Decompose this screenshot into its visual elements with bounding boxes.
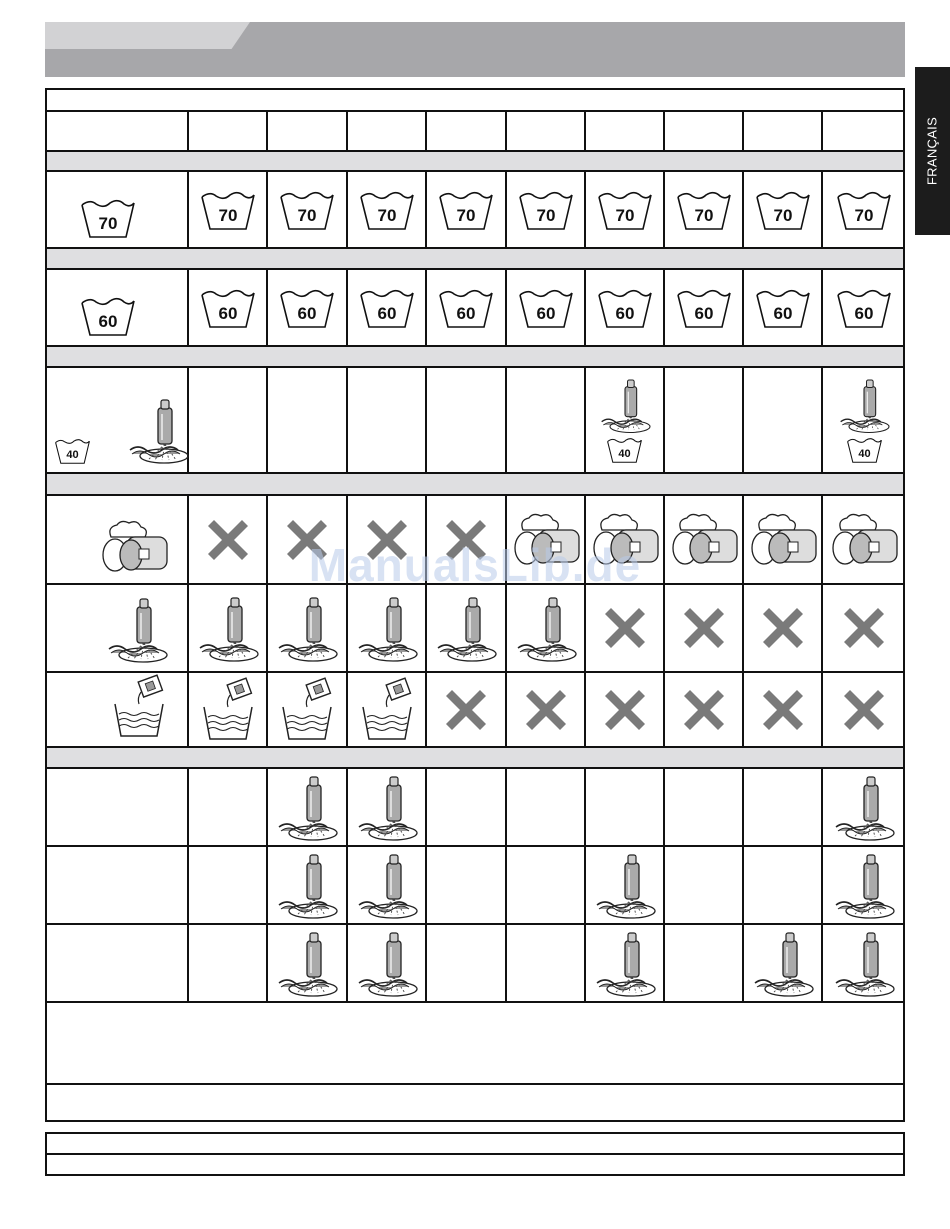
wash-tub-icon [516,285,576,331]
spray-can-icon [275,771,339,843]
table-rule [45,1001,905,1003]
wash-tub-icon [674,187,734,233]
table-cell [348,368,425,472]
svg-text:60: 60 [694,303,713,323]
cross-icon [202,514,254,566]
table-column-rule [821,110,823,150]
wash-tub-icon [834,187,894,233]
table-cell [348,585,425,671]
section-band [47,152,903,170]
table-cell [268,585,346,671]
table-column-rule [584,110,586,150]
table-column-rule [663,110,665,150]
table-cell [744,673,821,746]
table-rule [45,1083,905,1085]
svg-text:60: 60 [536,303,555,323]
svg-text:70: 70 [98,214,118,233]
table-rule [45,88,905,90]
table-rule [45,1153,905,1155]
svg-text:60: 60 [297,303,317,323]
table-rule [45,1132,905,1134]
section-band [47,249,903,268]
table-cell [665,496,742,583]
spray-can-icon [593,849,657,921]
wash-tub-icon [436,187,496,233]
row-label-extra-2 [47,847,187,923]
spray-can-icon [355,849,419,921]
watermark: ManualsLib.de [308,539,642,591]
language-tab-label: FRANÇAIS [924,116,940,186]
table-cell [268,172,346,247]
wash-tub-icon [516,187,576,233]
wash-tub-icon [436,285,496,331]
table-cell [348,769,425,845]
table-cell [665,769,742,845]
table-rule [45,247,905,249]
svg-text:60: 60 [773,303,792,323]
table-cell [665,585,742,671]
table-column-rule [903,1132,905,1176]
svg-text:70: 70 [218,205,237,225]
table-cell [427,925,505,1001]
wash-tub-icon [277,187,337,233]
table-cell [586,585,663,671]
row-label-extra-1 [47,769,187,845]
table-cell [507,847,584,923]
svg-text:70: 70 [536,205,555,225]
table-cell [268,673,346,746]
table-cell [268,847,346,923]
row-label-pour [47,673,187,746]
table-cell [823,925,905,1001]
table-cell [189,172,266,247]
table-cell [427,585,505,671]
table-cell [823,673,905,746]
table-cell [586,673,663,746]
cross-icon [520,684,572,736]
pour-detergent-icon [357,677,417,743]
cross-icon [757,684,809,736]
svg-text:70: 70 [854,205,874,225]
spray-can-icon [355,592,419,664]
table-rule [45,472,905,474]
spray-can-icon [275,849,339,921]
wash-tub-icon [753,187,813,233]
row-label-temp-70 [47,172,187,247]
tumble-dryer-icon [829,510,899,570]
table-cell [823,769,905,845]
table-rule [45,345,905,347]
table-rule [45,746,905,748]
wash-tub-spray-can-icon [53,394,190,466]
table-cell [268,270,346,345]
table-cell [189,585,266,671]
tumble-dryer-icon [99,517,169,577]
table-cell [507,368,584,472]
row-label-temp-40-spray [47,368,187,472]
spray-can-icon [355,771,419,843]
svg-text:70: 70 [773,205,792,225]
pour-detergent-icon [277,677,337,743]
table-cell [665,673,742,746]
table-cell [189,925,266,1001]
table-cell [507,769,584,845]
table-cell [823,270,905,345]
svg-text:70: 70 [694,205,713,225]
table-cell [744,847,821,923]
table-cell [507,925,584,1001]
table-cell [427,847,505,923]
table-column-rule [505,110,507,150]
table-cell [823,368,905,472]
table-cell [189,270,266,345]
table-cell [823,847,905,923]
cross-icon [838,602,890,654]
cross-icon [440,684,492,736]
table-cell [348,925,425,1001]
pour-detergent-icon [109,674,169,740]
svg-text:70: 70 [456,205,476,225]
svg-text:60: 60 [456,303,476,323]
svg-text:60: 60 [218,303,237,323]
table-cell [427,673,505,746]
row-label-extra-3 [47,925,187,1001]
cross-icon [599,602,651,654]
svg-text:40: 40 [66,449,79,462]
table-column-rule [742,110,744,150]
table-cell [189,673,266,746]
pour-detergent-icon [198,677,258,743]
table-column-rule [425,110,427,150]
table-cell [348,673,425,746]
table-cell [586,847,663,923]
table-cell [507,270,584,345]
wash-tub-icon [78,195,138,241]
table-cell [744,496,821,583]
spray-can-icon [196,592,260,664]
table-cell [427,368,505,472]
cross-icon [757,602,809,654]
table-cell [586,925,663,1001]
table-cell [665,925,742,1001]
table-cell [268,925,346,1001]
spray-can-icon [105,593,169,665]
svg-text:70: 70 [377,205,396,225]
cross-icon [678,684,730,736]
wash-tub-icon [357,285,417,331]
table-rule [45,1174,905,1176]
svg-text:70: 70 [297,205,317,225]
table-cell [744,368,821,472]
table-cell [189,769,266,845]
svg-text:60: 60 [377,303,396,323]
table-cell [823,496,905,583]
spray-can-icon [832,849,896,921]
table-column-rule [187,110,189,150]
tumble-dryer-icon [748,510,818,570]
table-cell [586,368,663,472]
table-cell [665,270,742,345]
table-cell [427,172,505,247]
table-cell [823,585,905,671]
table-cell [348,847,425,923]
row-label-spray [47,585,187,671]
table-cell [348,270,425,345]
table-cell [586,769,663,845]
cross-icon [678,602,730,654]
table-column-rule [266,110,268,150]
wash-tub-icon [277,285,337,331]
wash-tub-icon [595,285,655,331]
svg-text:60: 60 [98,312,118,331]
spray-can-icon [275,592,339,664]
table-cell [586,172,663,247]
table-cell [427,769,505,845]
wash-tub-icon [198,285,258,331]
table-cell [665,368,742,472]
tumble-dryer-icon [669,510,739,570]
svg-text:40: 40 [857,448,871,461]
cross-icon [599,684,651,736]
cross-icon [838,684,890,736]
wash-tub-icon [834,285,894,331]
table-cell [189,847,266,923]
table-cell [507,585,584,671]
row-label-dryer [47,496,187,583]
wash-tub-icon [595,187,655,233]
section-band [47,748,903,767]
table-cell [744,769,821,845]
table-rule [45,1120,905,1122]
spray-can-wash-tub-icon [836,375,892,465]
table-cell [744,270,821,345]
wash-tub-icon [357,187,417,233]
svg-text:60: 60 [854,303,874,323]
table-cell [507,172,584,247]
spray-can-icon [832,771,896,843]
table-cell [189,496,266,583]
spray-can-icon [751,927,815,999]
table-cell [823,172,905,247]
table-cell [268,368,346,472]
table-cell [744,585,821,671]
wash-tub-icon [674,285,734,331]
table-rule [45,110,905,112]
table-cell [744,172,821,247]
svg-text:40: 40 [618,448,631,461]
table-cell [665,847,742,923]
spray-can-icon [593,927,657,999]
wash-tub-icon [753,285,813,331]
table-column-rule [346,110,348,150]
section-band [47,347,903,366]
spray-can-icon [275,927,339,999]
wash-tub-icon [198,187,258,233]
table-cell [427,270,505,345]
spray-can-icon [514,592,578,664]
row-label-temp-60 [47,270,187,345]
section-band [47,474,903,494]
spray-can-wash-tub-icon [597,375,653,465]
svg-text:70: 70 [615,205,634,225]
spray-can-icon [434,592,498,664]
table-cell [665,172,742,247]
table-cell [507,673,584,746]
svg-text:60: 60 [615,303,634,323]
table-cell [586,270,663,345]
table-cell [348,172,425,247]
table-column-rule [45,1132,47,1176]
table-cell [268,769,346,845]
table-cell [744,925,821,1001]
spray-can-icon [355,927,419,999]
wash-tub-icon [78,293,138,339]
table-cell [189,368,266,472]
spray-can-icon [832,927,896,999]
